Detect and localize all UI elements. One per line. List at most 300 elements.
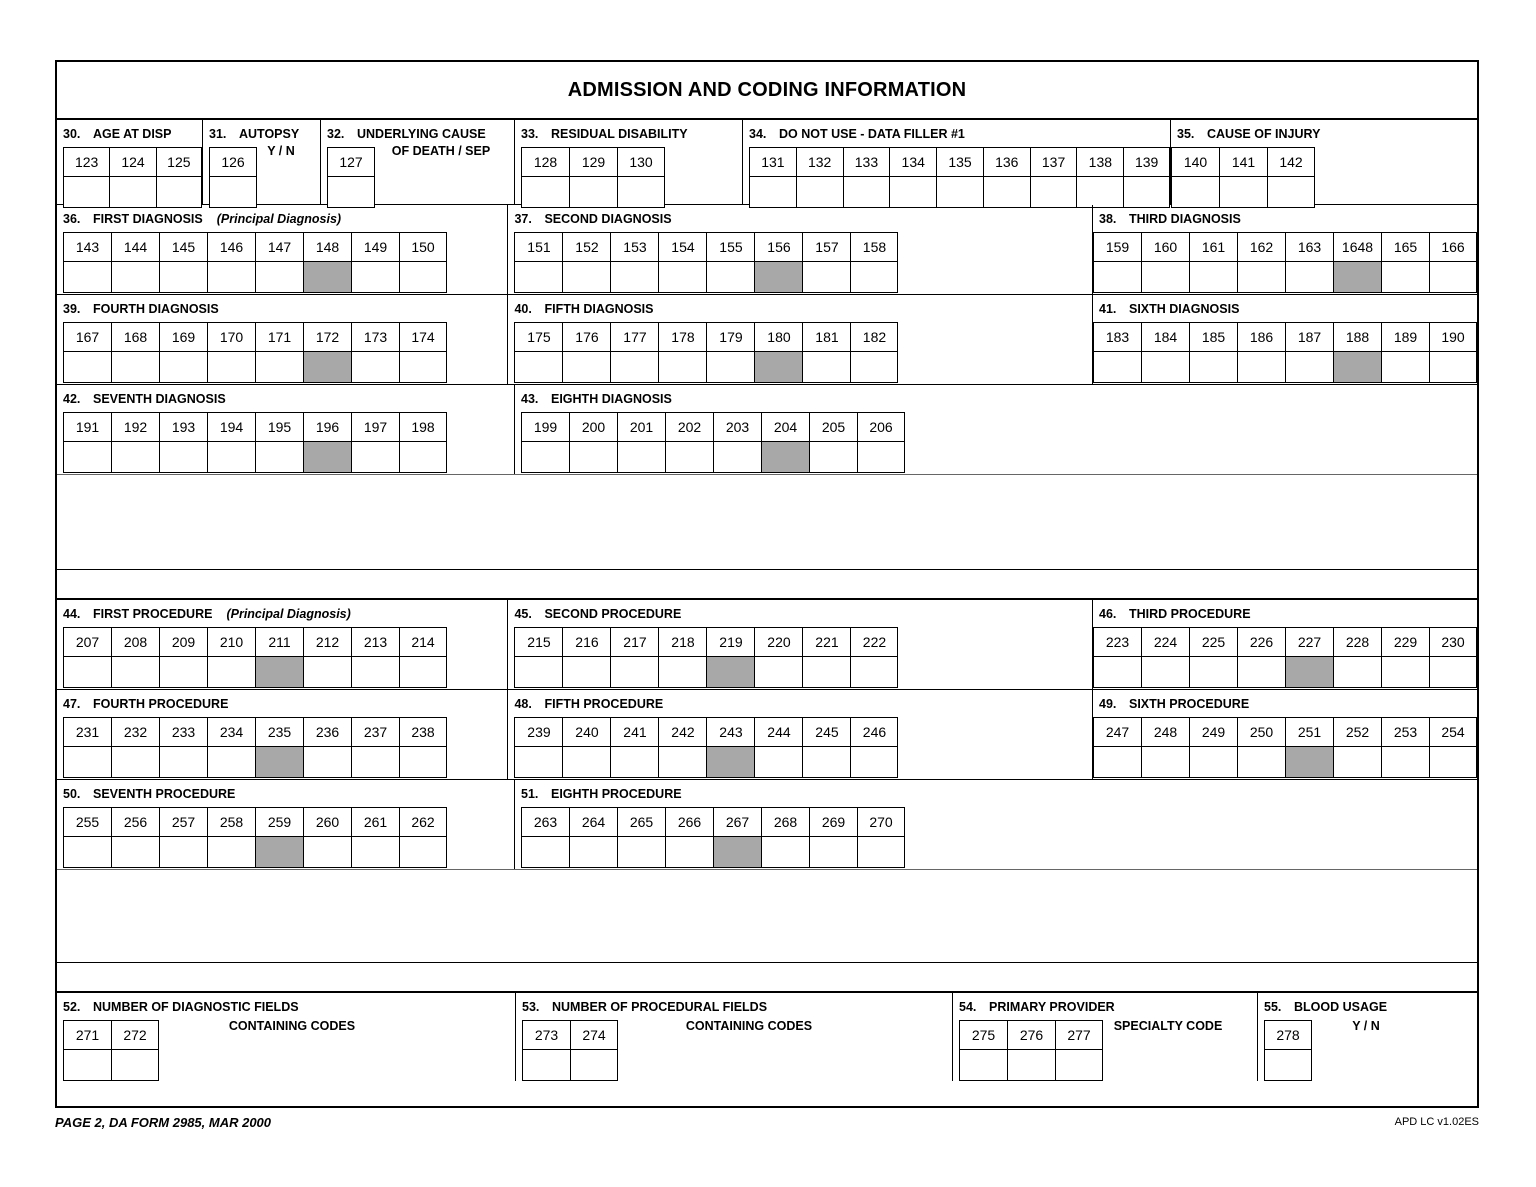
code-box-entry[interactable] (352, 747, 399, 777)
code-box[interactable] (327, 147, 375, 208)
code-box[interactable] (754, 627, 802, 688)
code-box-entry[interactable] (1334, 352, 1381, 382)
code-box-entry[interactable] (1238, 657, 1285, 687)
code-box[interactable] (1030, 147, 1077, 208)
code-box[interactable] (889, 147, 936, 208)
code-box[interactable] (658, 717, 706, 778)
code-box-entry[interactable] (400, 352, 446, 382)
code-box[interactable] (936, 147, 983, 208)
code-box-entry[interactable] (1286, 657, 1333, 687)
code-box[interactable] (761, 807, 809, 868)
code-box-entry[interactable] (571, 1050, 617, 1080)
code-box[interactable] (255, 232, 303, 293)
code-box-entry[interactable] (803, 262, 850, 292)
code-box-entry[interactable] (256, 352, 303, 382)
code-box[interactable] (521, 412, 569, 473)
code-box-entry[interactable] (937, 177, 983, 207)
code-box[interactable] (617, 807, 665, 868)
code-box[interactable] (63, 412, 111, 473)
code-box[interactable] (1333, 627, 1381, 688)
code-box-entry[interactable] (851, 262, 897, 292)
code-box[interactable] (665, 412, 713, 473)
code-box-entry[interactable] (1430, 657, 1476, 687)
code-box-entry[interactable] (1172, 177, 1219, 207)
code-box-entry[interactable] (304, 442, 351, 472)
code-box[interactable] (159, 232, 207, 293)
code-box-entry[interactable] (611, 352, 658, 382)
code-box[interactable] (761, 412, 809, 473)
code-box[interactable] (1189, 322, 1237, 383)
code-box-entry[interactable] (208, 352, 255, 382)
code-box-entry[interactable] (1142, 262, 1189, 292)
code-box[interactable] (207, 717, 255, 778)
code-box[interactable] (610, 627, 658, 688)
code-box[interactable] (1237, 232, 1285, 293)
code-box[interactable] (802, 322, 850, 383)
code-box[interactable] (159, 412, 207, 473)
code-box-entry[interactable] (112, 262, 159, 292)
code-box[interactable] (159, 627, 207, 688)
code-box-entry[interactable] (112, 442, 159, 472)
code-box[interactable] (399, 412, 447, 473)
code-box[interactable] (514, 232, 562, 293)
code-box-entry[interactable] (64, 442, 111, 472)
code-box[interactable] (1237, 322, 1285, 383)
code-box-entry[interactable] (1334, 262, 1381, 292)
code-box[interactable] (1333, 232, 1381, 293)
code-box-entry[interactable] (400, 657, 446, 687)
code-box-entry[interactable] (563, 747, 610, 777)
code-box-entry[interactable] (714, 442, 761, 472)
code-box[interactable] (1429, 627, 1477, 688)
code-box-entry[interactable] (755, 262, 802, 292)
code-box-entry[interactable] (1056, 1050, 1102, 1080)
code-box-entry[interactable] (1190, 352, 1237, 382)
code-box-entry[interactable] (803, 657, 850, 687)
code-box-entry[interactable] (1286, 352, 1333, 382)
code-box[interactable] (159, 322, 207, 383)
code-box-entry[interactable] (851, 747, 897, 777)
code-box[interactable] (1381, 717, 1429, 778)
code-box[interactable] (562, 232, 610, 293)
code-box-entry[interactable] (1238, 747, 1285, 777)
code-box-entry[interactable] (1190, 657, 1237, 687)
code-box-entry[interactable] (707, 352, 754, 382)
code-box[interactable] (754, 232, 802, 293)
code-box-entry[interactable] (256, 262, 303, 292)
code-box[interactable] (303, 807, 351, 868)
code-box[interactable] (1333, 717, 1381, 778)
code-box[interactable] (850, 717, 898, 778)
code-box[interactable] (63, 807, 111, 868)
code-box[interactable] (63, 627, 111, 688)
code-box-entry[interactable] (1238, 352, 1285, 382)
code-box[interactable] (850, 627, 898, 688)
code-box-entry[interactable] (984, 177, 1030, 207)
code-box-entry[interactable] (522, 442, 569, 472)
code-box-entry[interactable] (858, 837, 904, 867)
code-box[interactable] (754, 322, 802, 383)
code-box[interactable] (809, 807, 857, 868)
code-box-entry[interactable] (1430, 747, 1476, 777)
code-box[interactable] (111, 1020, 159, 1081)
code-box-entry[interactable] (1142, 747, 1189, 777)
code-box-entry[interactable] (611, 262, 658, 292)
code-box-entry[interactable] (1142, 352, 1189, 382)
code-box-entry[interactable] (803, 747, 850, 777)
code-box[interactable] (399, 322, 447, 383)
code-box[interactable] (843, 147, 890, 208)
code-box-entry[interactable] (755, 352, 802, 382)
code-box-entry[interactable] (304, 352, 351, 382)
code-box-entry[interactable] (803, 352, 850, 382)
code-box-entry[interactable] (750, 177, 796, 207)
code-box-entry[interactable] (515, 747, 562, 777)
code-box[interactable] (802, 232, 850, 293)
code-box-entry[interactable] (1094, 657, 1141, 687)
code-box[interactable] (570, 1020, 618, 1081)
code-box-entry[interactable] (762, 442, 809, 472)
code-box-entry[interactable] (618, 442, 665, 472)
code-box[interactable] (658, 627, 706, 688)
code-box-entry[interactable] (659, 657, 706, 687)
code-box[interactable] (207, 807, 255, 868)
code-box-entry[interactable] (515, 352, 562, 382)
code-box[interactable] (159, 717, 207, 778)
code-box-entry[interactable] (210, 177, 256, 207)
code-box-entry[interactable] (208, 262, 255, 292)
code-box-entry[interactable] (762, 837, 809, 867)
code-box-entry[interactable] (352, 352, 399, 382)
code-box-entry[interactable] (858, 442, 904, 472)
code-box[interactable] (850, 322, 898, 383)
code-box-entry[interactable] (659, 747, 706, 777)
code-box[interactable] (156, 147, 202, 208)
code-box-entry[interactable] (400, 262, 446, 292)
code-box[interactable] (617, 147, 665, 208)
code-box[interactable] (1285, 322, 1333, 383)
code-box-entry[interactable] (64, 657, 111, 687)
code-box-entry[interactable] (112, 1050, 158, 1080)
code-box-entry[interactable] (523, 1050, 570, 1080)
code-box[interactable] (706, 322, 754, 383)
code-box[interactable] (1189, 232, 1237, 293)
code-box-entry[interactable] (256, 657, 303, 687)
code-box-entry[interactable] (64, 837, 111, 867)
code-box[interactable] (109, 147, 155, 208)
code-box[interactable] (255, 412, 303, 473)
code-box[interactable] (1333, 322, 1381, 383)
code-box[interactable] (1007, 1020, 1055, 1081)
code-box[interactable] (850, 232, 898, 293)
code-box[interactable] (706, 717, 754, 778)
code-box-entry[interactable] (1220, 177, 1267, 207)
code-box-entry[interactable] (522, 177, 569, 207)
code-box[interactable] (159, 807, 207, 868)
code-box-entry[interactable] (400, 837, 446, 867)
code-box-entry[interactable] (659, 262, 706, 292)
code-box[interactable] (111, 232, 159, 293)
code-box[interactable] (1141, 322, 1189, 383)
code-box-entry[interactable] (304, 837, 351, 867)
code-box[interactable] (617, 412, 665, 473)
code-box[interactable] (303, 717, 351, 778)
code-box[interactable] (706, 232, 754, 293)
code-box[interactable] (1141, 232, 1189, 293)
code-box[interactable] (983, 147, 1030, 208)
code-box[interactable] (1285, 717, 1333, 778)
code-box-entry[interactable] (960, 1050, 1007, 1080)
code-box[interactable] (562, 322, 610, 383)
code-box-entry[interactable] (810, 442, 857, 472)
code-box-entry[interactable] (522, 837, 569, 867)
code-box[interactable] (111, 627, 159, 688)
code-box[interactable] (207, 322, 255, 383)
code-box-entry[interactable] (515, 262, 562, 292)
code-box-entry[interactable] (1238, 262, 1285, 292)
code-box[interactable] (802, 717, 850, 778)
code-box-entry[interactable] (160, 352, 207, 382)
code-box-entry[interactable] (618, 177, 664, 207)
code-box[interactable] (1267, 147, 1315, 208)
code-box[interactable] (521, 147, 569, 208)
code-box[interactable] (351, 322, 399, 383)
code-box[interactable] (1237, 717, 1285, 778)
code-box[interactable] (665, 807, 713, 868)
code-box-entry[interactable] (352, 837, 399, 867)
code-box[interactable] (749, 147, 796, 208)
code-box-entry[interactable] (400, 442, 446, 472)
code-box[interactable] (796, 147, 843, 208)
code-box-entry[interactable] (160, 262, 207, 292)
code-box[interactable] (754, 717, 802, 778)
code-box-entry[interactable] (328, 177, 374, 207)
code-box[interactable] (610, 717, 658, 778)
code-box-entry[interactable] (1008, 1050, 1055, 1080)
code-box[interactable] (1171, 147, 1219, 208)
code-box-entry[interactable] (64, 177, 109, 207)
code-box-entry[interactable] (352, 657, 399, 687)
code-box-entry[interactable] (1077, 177, 1123, 207)
code-box[interactable] (1219, 147, 1267, 208)
code-box-entry[interactable] (112, 352, 159, 382)
code-box-entry[interactable] (352, 262, 399, 292)
code-box-entry[interactable] (64, 352, 111, 382)
code-box[interactable] (1429, 232, 1477, 293)
code-box-entry[interactable] (618, 837, 665, 867)
code-box-entry[interactable] (1382, 747, 1429, 777)
code-box[interactable] (63, 232, 111, 293)
code-box[interactable] (111, 717, 159, 778)
code-box[interactable] (255, 322, 303, 383)
code-box[interactable] (351, 232, 399, 293)
code-box-entry[interactable] (1286, 747, 1333, 777)
code-box-entry[interactable] (1031, 177, 1077, 207)
code-box[interactable] (63, 147, 109, 208)
code-box-entry[interactable] (570, 837, 617, 867)
code-box-entry[interactable] (112, 657, 159, 687)
code-box[interactable] (1264, 1020, 1312, 1081)
code-box-entry[interactable] (400, 747, 446, 777)
code-box[interactable] (562, 717, 610, 778)
code-box-entry[interactable] (1334, 657, 1381, 687)
code-box[interactable] (399, 232, 447, 293)
code-box-entry[interactable] (112, 837, 159, 867)
code-box-entry[interactable] (208, 747, 255, 777)
code-box[interactable] (1381, 232, 1429, 293)
code-box[interactable] (1093, 322, 1141, 383)
code-box-entry[interactable] (1094, 352, 1141, 382)
code-box[interactable] (303, 322, 351, 383)
code-box[interactable] (521, 807, 569, 868)
code-box-entry[interactable] (256, 837, 303, 867)
code-box-entry[interactable] (1286, 262, 1333, 292)
code-box[interactable] (658, 232, 706, 293)
code-box-entry[interactable] (208, 442, 255, 472)
code-box[interactable] (1076, 147, 1123, 208)
code-box-entry[interactable] (714, 837, 761, 867)
code-box[interactable] (111, 412, 159, 473)
code-box[interactable] (857, 807, 905, 868)
code-box-entry[interactable] (570, 442, 617, 472)
code-box-entry[interactable] (707, 657, 754, 687)
code-box[interactable] (610, 322, 658, 383)
code-box[interactable] (399, 627, 447, 688)
code-box-entry[interactable] (1094, 747, 1141, 777)
code-box[interactable] (658, 322, 706, 383)
code-box-entry[interactable] (208, 837, 255, 867)
code-box[interactable] (255, 717, 303, 778)
code-box[interactable] (63, 322, 111, 383)
code-box-entry[interactable] (755, 657, 802, 687)
code-box[interactable] (802, 627, 850, 688)
code-box-entry[interactable] (304, 262, 351, 292)
code-box-entry[interactable] (611, 747, 658, 777)
code-box[interactable] (207, 412, 255, 473)
code-box[interactable] (1429, 322, 1477, 383)
code-box-entry[interactable] (1142, 657, 1189, 687)
code-box-entry[interactable] (515, 657, 562, 687)
code-box-entry[interactable] (659, 352, 706, 382)
code-box[interactable] (569, 807, 617, 868)
code-box-entry[interactable] (1268, 177, 1314, 207)
code-box-entry[interactable] (755, 747, 802, 777)
code-box-entry[interactable] (1382, 262, 1429, 292)
code-box-entry[interactable] (797, 177, 843, 207)
code-box-entry[interactable] (707, 747, 754, 777)
code-box[interactable] (303, 412, 351, 473)
code-box-entry[interactable] (64, 262, 111, 292)
code-box-entry[interactable] (256, 442, 303, 472)
code-box-entry[interactable] (707, 262, 754, 292)
code-box-entry[interactable] (611, 657, 658, 687)
code-box[interactable] (1429, 717, 1477, 778)
code-box[interactable] (1093, 232, 1141, 293)
code-box-entry[interactable] (563, 352, 610, 382)
code-box[interactable] (63, 717, 111, 778)
code-box[interactable] (1189, 717, 1237, 778)
code-box[interactable] (959, 1020, 1007, 1081)
code-box[interactable] (399, 807, 447, 868)
code-box[interactable] (399, 717, 447, 778)
code-box-entry[interactable] (208, 657, 255, 687)
code-box-entry[interactable] (352, 442, 399, 472)
code-box[interactable] (1285, 232, 1333, 293)
code-box[interactable] (1189, 627, 1237, 688)
code-box[interactable] (255, 627, 303, 688)
code-box-entry[interactable] (1190, 747, 1237, 777)
code-box-entry[interactable] (851, 657, 897, 687)
code-box[interactable] (514, 322, 562, 383)
code-box-entry[interactable] (1334, 747, 1381, 777)
code-box[interactable] (255, 807, 303, 868)
code-box-entry[interactable] (666, 837, 713, 867)
code-box-entry[interactable] (112, 747, 159, 777)
code-box[interactable] (111, 322, 159, 383)
code-box[interactable] (351, 627, 399, 688)
code-box-entry[interactable] (160, 442, 207, 472)
code-box[interactable] (1237, 627, 1285, 688)
code-box[interactable] (351, 717, 399, 778)
code-box[interactable] (610, 232, 658, 293)
code-box-entry[interactable] (304, 657, 351, 687)
code-box[interactable] (809, 412, 857, 473)
code-box[interactable] (1123, 147, 1170, 208)
code-box-entry[interactable] (1265, 1050, 1311, 1080)
code-box[interactable] (111, 807, 159, 868)
code-box[interactable] (1141, 627, 1189, 688)
code-box-entry[interactable] (64, 1050, 111, 1080)
code-box[interactable] (713, 412, 761, 473)
code-box-entry[interactable] (563, 262, 610, 292)
code-box-entry[interactable] (563, 657, 610, 687)
code-box[interactable] (562, 627, 610, 688)
code-box[interactable] (1381, 627, 1429, 688)
code-box[interactable] (522, 1020, 570, 1081)
code-box[interactable] (1381, 322, 1429, 383)
code-box[interactable] (351, 807, 399, 868)
code-box[interactable] (514, 717, 562, 778)
code-box-entry[interactable] (1190, 262, 1237, 292)
code-box-entry[interactable] (851, 352, 897, 382)
code-box[interactable] (713, 807, 761, 868)
code-box[interactable] (857, 412, 905, 473)
code-box-entry[interactable] (570, 177, 617, 207)
code-box-entry[interactable] (160, 657, 207, 687)
code-box-entry[interactable] (844, 177, 890, 207)
code-box-entry[interactable] (256, 747, 303, 777)
code-box[interactable] (514, 627, 562, 688)
code-box[interactable] (1285, 627, 1333, 688)
code-box-entry[interactable] (64, 747, 111, 777)
code-box[interactable] (351, 412, 399, 473)
code-box-entry[interactable] (1382, 657, 1429, 687)
code-box-entry[interactable] (110, 177, 155, 207)
code-box[interactable] (303, 232, 351, 293)
code-box[interactable] (569, 147, 617, 208)
code-box-entry[interactable] (890, 177, 936, 207)
code-box-entry[interactable] (810, 837, 857, 867)
code-box-entry[interactable] (160, 837, 207, 867)
code-box[interactable] (706, 627, 754, 688)
code-box[interactable] (1093, 717, 1141, 778)
code-box-entry[interactable] (1124, 177, 1169, 207)
code-box-entry[interactable] (160, 747, 207, 777)
code-box-entry[interactable] (157, 177, 201, 207)
code-box[interactable] (63, 1020, 111, 1081)
code-box-entry[interactable] (1094, 262, 1141, 292)
code-box-entry[interactable] (304, 747, 351, 777)
